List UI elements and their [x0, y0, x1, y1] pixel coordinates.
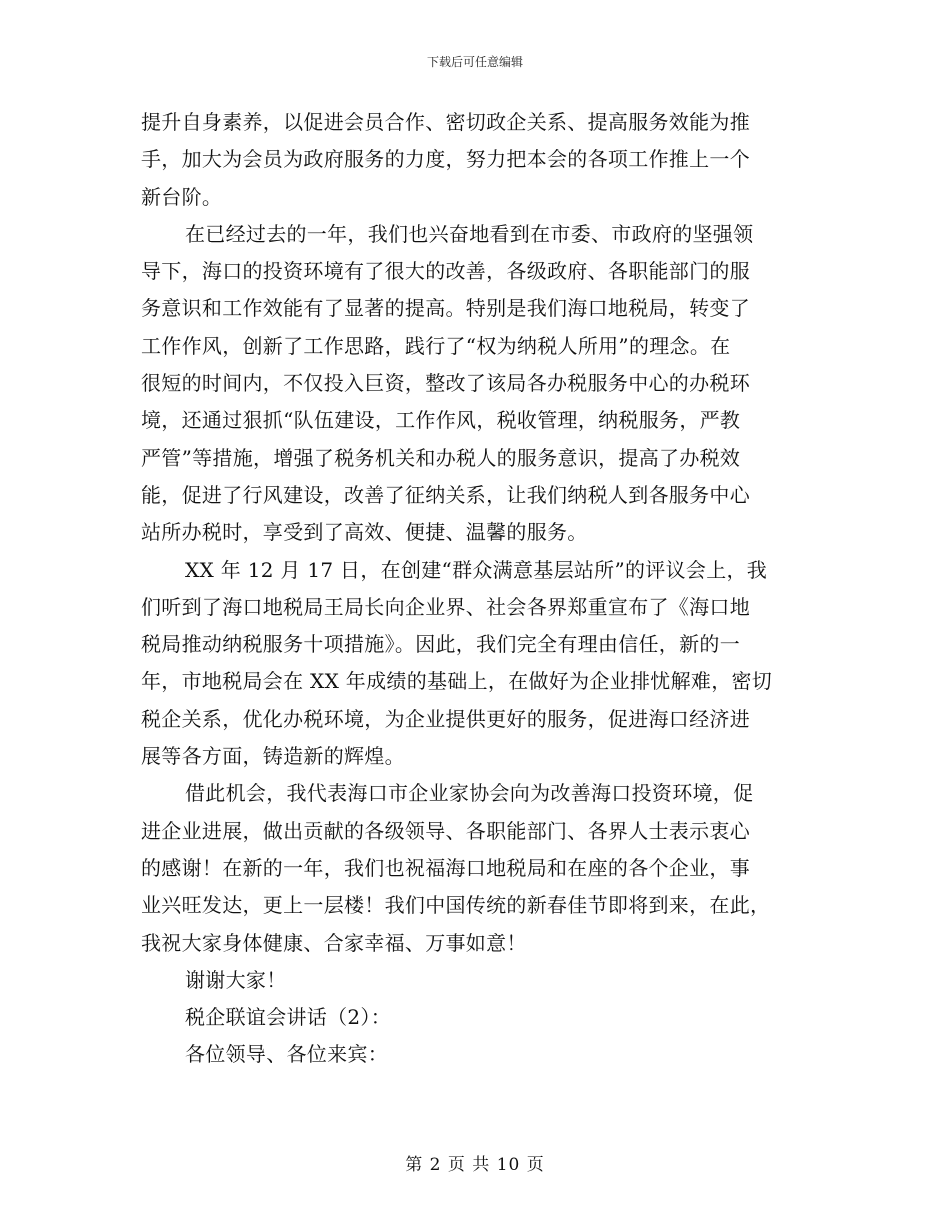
text-line: 严管”等措施，增强了税务机关和办税人的服务意识，提高了办税效: [141, 445, 741, 470]
text-line: 年，市地税局会在 XX 年成绩的基础上，在做好为企业排忧解难，密切: [141, 669, 773, 694]
section-title: 税企联谊会讲话（2）：: [185, 1005, 392, 1030]
text-line: 很短的时间内，不仅投入巨资，整改了该局各办税服务中心的办税环: [141, 371, 750, 396]
text-line: 展等各方面，铸造新的辉煌。: [141, 744, 405, 769]
text-line: XX 年 12 月 17 日，在创建“群众满意基层站所”的评议会上，我: [185, 557, 768, 582]
text-line: 在已经过去的一年，我们也兴奋地看到在市委、市政府的坚强领: [185, 221, 754, 246]
text-line: 工作作风，创新了工作思路，践行了“权为纳税人所用”的理念。在: [141, 333, 731, 358]
paragraph: [141, 104, 821, 216]
text-line: 我祝大家身体健康、合家幸福、万事如意！: [141, 930, 527, 955]
paragraph: [141, 216, 821, 552]
text-line: 借此机会，我代表海口市企业家协会向为改善海口投资环境，促: [185, 781, 754, 806]
text-line: 谢谢大家！: [185, 967, 287, 992]
text-line: 税局推动纳税服务十项措施》。因此，我们完全有理由信任，新的一: [141, 632, 740, 657]
text-line: 导下，海口的投资环境有了很大的改善，各级政府、各职能部门的服: [141, 259, 750, 284]
text-line: 能，促进了行风建设，改善了征纳关系，让我们纳税人到各服务中心: [141, 482, 750, 507]
text-line: 的感谢！在新的一年，我们也祝福海口地税局和在座的各个企业，事: [141, 855, 750, 880]
document-body: [141, 104, 821, 1074]
text-line: 业兴旺发达，更上一层楼！我们中国传统的新春佳节即将到来，在此，: [141, 893, 771, 918]
paragraph: [141, 1036, 821, 1073]
paragraph: [141, 552, 821, 776]
page-number-footer: 第 2 页 共 10 页: [405, 1155, 545, 1175]
text-line: 们听到了海口地税局王局长向企业界、社会各界郑重宣布了《海口地: [141, 594, 750, 619]
paragraph: [141, 962, 821, 999]
salutation: 各位领导、各位来宾：: [185, 1042, 388, 1067]
text-line: 进企业进展，做出贡献的各级领导、各职能部门、各界人士表示衷心: [141, 818, 750, 843]
text-line: 务意识和工作效能有了显著的提高。特别是我们海口地税局，转变了: [141, 296, 750, 321]
text-line: 手，加大为会员为政府服务的力度，努力把本会的各项工作推上一个: [141, 147, 750, 172]
paragraph: [141, 999, 821, 1036]
text-line: 站所办税时，享受到了高效、便捷、温馨的服务。: [141, 520, 588, 545]
text-line: 税企关系，优化办税环境，为企业提供更好的服务，促进海口经济进: [141, 706, 750, 731]
text-line: 提升自身素养，以促进会员合作、密切政企关系、提高服务效能为推: [141, 110, 750, 134]
paragraph: [141, 775, 821, 961]
page-header-note: 下载后可任意编辑: [426, 55, 523, 69]
text-line: 新台阶。: [141, 184, 223, 209]
text-line: 境，还通过狠抓“队伍建设，工作作风，税收管理，纳税服务，严教: [141, 408, 741, 433]
